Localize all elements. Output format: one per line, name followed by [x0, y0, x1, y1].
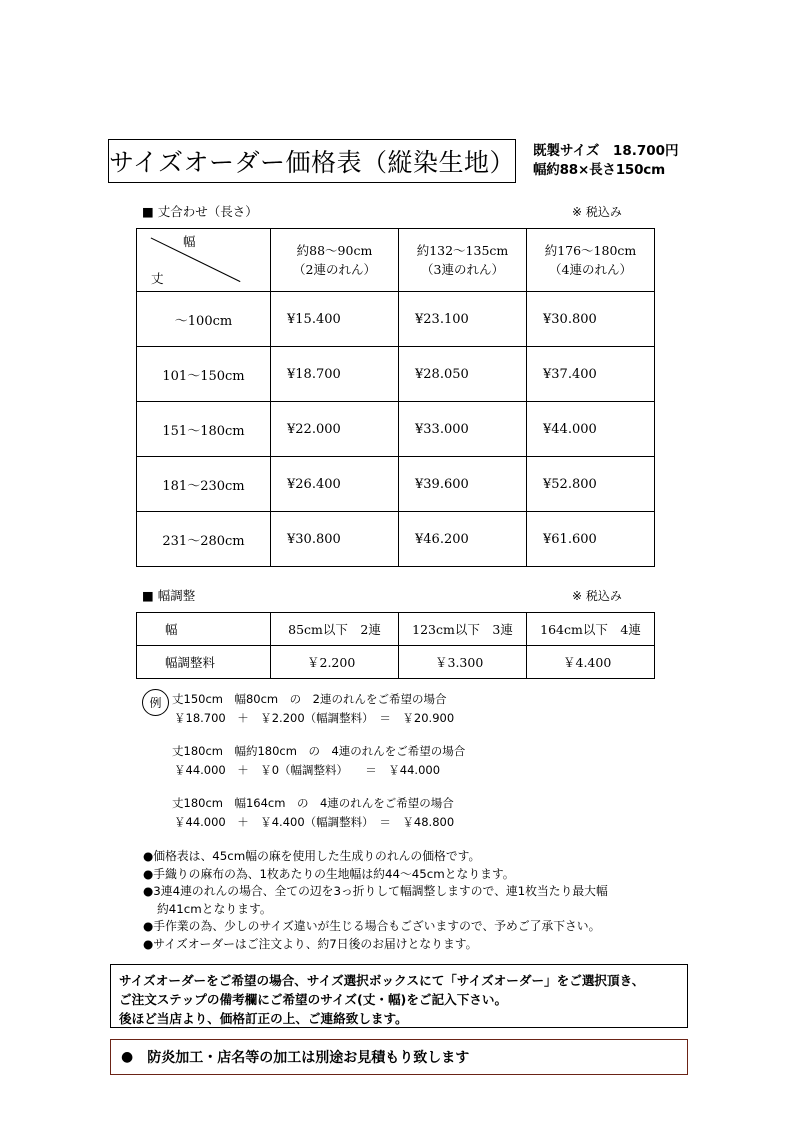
table-row	[137, 292, 655, 347]
section-heading-length: ■ 丈合わせ（長さ）	[142, 204, 258, 219]
fireproof-notice-text: 防炎加工・店名等の加工は別途お見積もり致します	[147, 1050, 470, 1066]
price-cell: ¥52.800	[527, 457, 655, 512]
adj-header-3ren: 123cm以下 3連	[399, 613, 527, 646]
table-row	[137, 347, 655, 402]
order-instructions-line3: 後ほど当店より、価格訂正の上、ご連絡致します。	[119, 1011, 408, 1026]
example-2-line2: ￥44.000 ＋ ￥0（幅調整料） ＝ ￥44.000	[174, 763, 441, 777]
corner-length-label: 丈	[151, 271, 164, 286]
order-instructions-box	[110, 964, 688, 1028]
header-3ren-size: 約132〜135cm	[416, 243, 509, 258]
bullet-icon: ●	[121, 1049, 134, 1065]
price-cell: ¥15.400	[271, 292, 399, 347]
table-row	[137, 512, 655, 567]
row-length-label: 231〜280cm	[137, 512, 271, 567]
example-1-line1: 丈150cm 幅80cm の 2連のれんをご希望の場合	[172, 692, 447, 706]
price-cell: ¥22.000	[271, 402, 399, 457]
note-item-continuation: 約41cmとなります。	[157, 901, 272, 916]
example-3-line1: 丈180cm 幅164cm の 4連のれんをご希望の場合	[172, 796, 454, 810]
price-cell: ¥28.050	[399, 347, 527, 402]
row-length-label: 181〜230cm	[137, 457, 271, 512]
example-marker	[142, 689, 169, 716]
stock-size-info	[533, 142, 693, 180]
tax-note-length: ※ 税込み	[572, 205, 622, 219]
example-3	[172, 794, 454, 832]
price-cell: ¥18.700	[271, 347, 399, 402]
header-4ren-size: 約176〜180cm	[544, 243, 637, 258]
order-instructions-line2: ご注文ステップの備考欄にご希望のサイズ(丈・幅)をご記入下さい。	[119, 992, 508, 1007]
note-item: ●3連4連のれんの場合、全ての辺を3っ折りして幅調整しますので、連1枚当たり最大幅	[143, 884, 608, 899]
table-header-row	[137, 229, 655, 292]
table-row	[137, 457, 655, 512]
header-3ren-type: （3連のれん）	[421, 262, 504, 277]
stock-size-dimensions: 幅約88×長さ150cm	[533, 162, 665, 178]
adj-fee-cell: ￥4.400	[527, 646, 655, 679]
corner-width-label: 幅	[183, 234, 196, 249]
header-4ren	[527, 229, 655, 292]
title-row	[108, 139, 688, 185]
price-table	[136, 228, 655, 567]
note-item: ●価格表は、45cm幅の麻を使用した生成りのれんの価格です。	[143, 849, 481, 863]
note-item: ●手織りの麻布の為、1枚あたりの生地幅は約44〜45cmとなります。	[143, 866, 515, 881]
example-1	[172, 690, 454, 728]
page-title: サイズオーダー価格表（縦染生地）	[109, 148, 516, 177]
row-length-label: 101〜150cm	[137, 347, 271, 402]
price-cell: ¥33.000	[399, 402, 527, 457]
adj-header-2ren: 85cm以下 2連	[271, 613, 399, 646]
header-2ren-size: 約88〜90cm	[296, 243, 373, 258]
stock-size-price: 既製サイズ 18.700円	[533, 143, 679, 159]
row-length-label: 〜100cm	[137, 292, 271, 347]
title-box	[108, 139, 516, 183]
width-adjustment-table	[136, 612, 655, 679]
notes-list	[143, 848, 683, 954]
price-cell: ¥26.400	[271, 457, 399, 512]
example-2-line1: 丈180cm 幅約180cm の 4連のれんをご希望の場合	[172, 744, 466, 758]
header-3ren	[399, 229, 527, 292]
table-header-row	[137, 613, 655, 646]
adj-row-label-fee: 幅調整料	[137, 646, 271, 679]
table-row	[137, 402, 655, 457]
adj-fee-cell: ￥2.200	[271, 646, 399, 679]
price-cell: ¥30.800	[271, 512, 399, 567]
note-item: ●手作業の為、少しのサイズ違いが生じる場合もございますので、予めご了承下さい。	[143, 919, 601, 934]
fireproof-notice-box	[110, 1039, 688, 1075]
section-heading-width: ■ 幅調整	[142, 588, 196, 603]
price-cell: ¥30.800	[527, 292, 655, 347]
example-marker-label: 例	[149, 696, 162, 710]
example-1-line2: ￥18.700 ＋ ￥2.200（幅調整料） ＝ ￥20.900	[174, 711, 455, 725]
price-cell: ¥23.100	[399, 292, 527, 347]
adj-fee-cell: ￥3.300	[399, 646, 527, 679]
adj-row-label-width: 幅	[137, 613, 271, 646]
header-4ren-type: （4連のれん）	[549, 262, 632, 277]
header-2ren-type: （2連のれん）	[293, 262, 376, 277]
header-corner-cell	[137, 229, 271, 292]
order-instructions-line1: サイズオーダーをご希望の場合、サイズ選択ボックスにて「サイズオーダー」をご選択頂き、	[119, 973, 645, 988]
price-cell: ¥39.600	[399, 457, 527, 512]
price-cell: ¥46.200	[399, 512, 527, 567]
header-2ren	[271, 229, 399, 292]
table-row	[137, 646, 655, 679]
price-cell: ¥44.000	[527, 402, 655, 457]
adj-header-4ren: 164cm以下 4連	[527, 613, 655, 646]
example-2	[172, 742, 465, 780]
row-length-label: 151〜180cm	[137, 402, 271, 457]
tax-note-width: ※ 税込み	[572, 589, 622, 603]
price-cell: ¥37.400	[527, 347, 655, 402]
note-item: ●サイズオーダーはご注文より、約7日後のお届けとなります。	[143, 936, 478, 951]
price-cell: ¥61.600	[527, 512, 655, 567]
example-3-line2: ￥44.000 ＋ ￥4.400（幅調整料） ＝ ￥48.800	[174, 815, 455, 829]
